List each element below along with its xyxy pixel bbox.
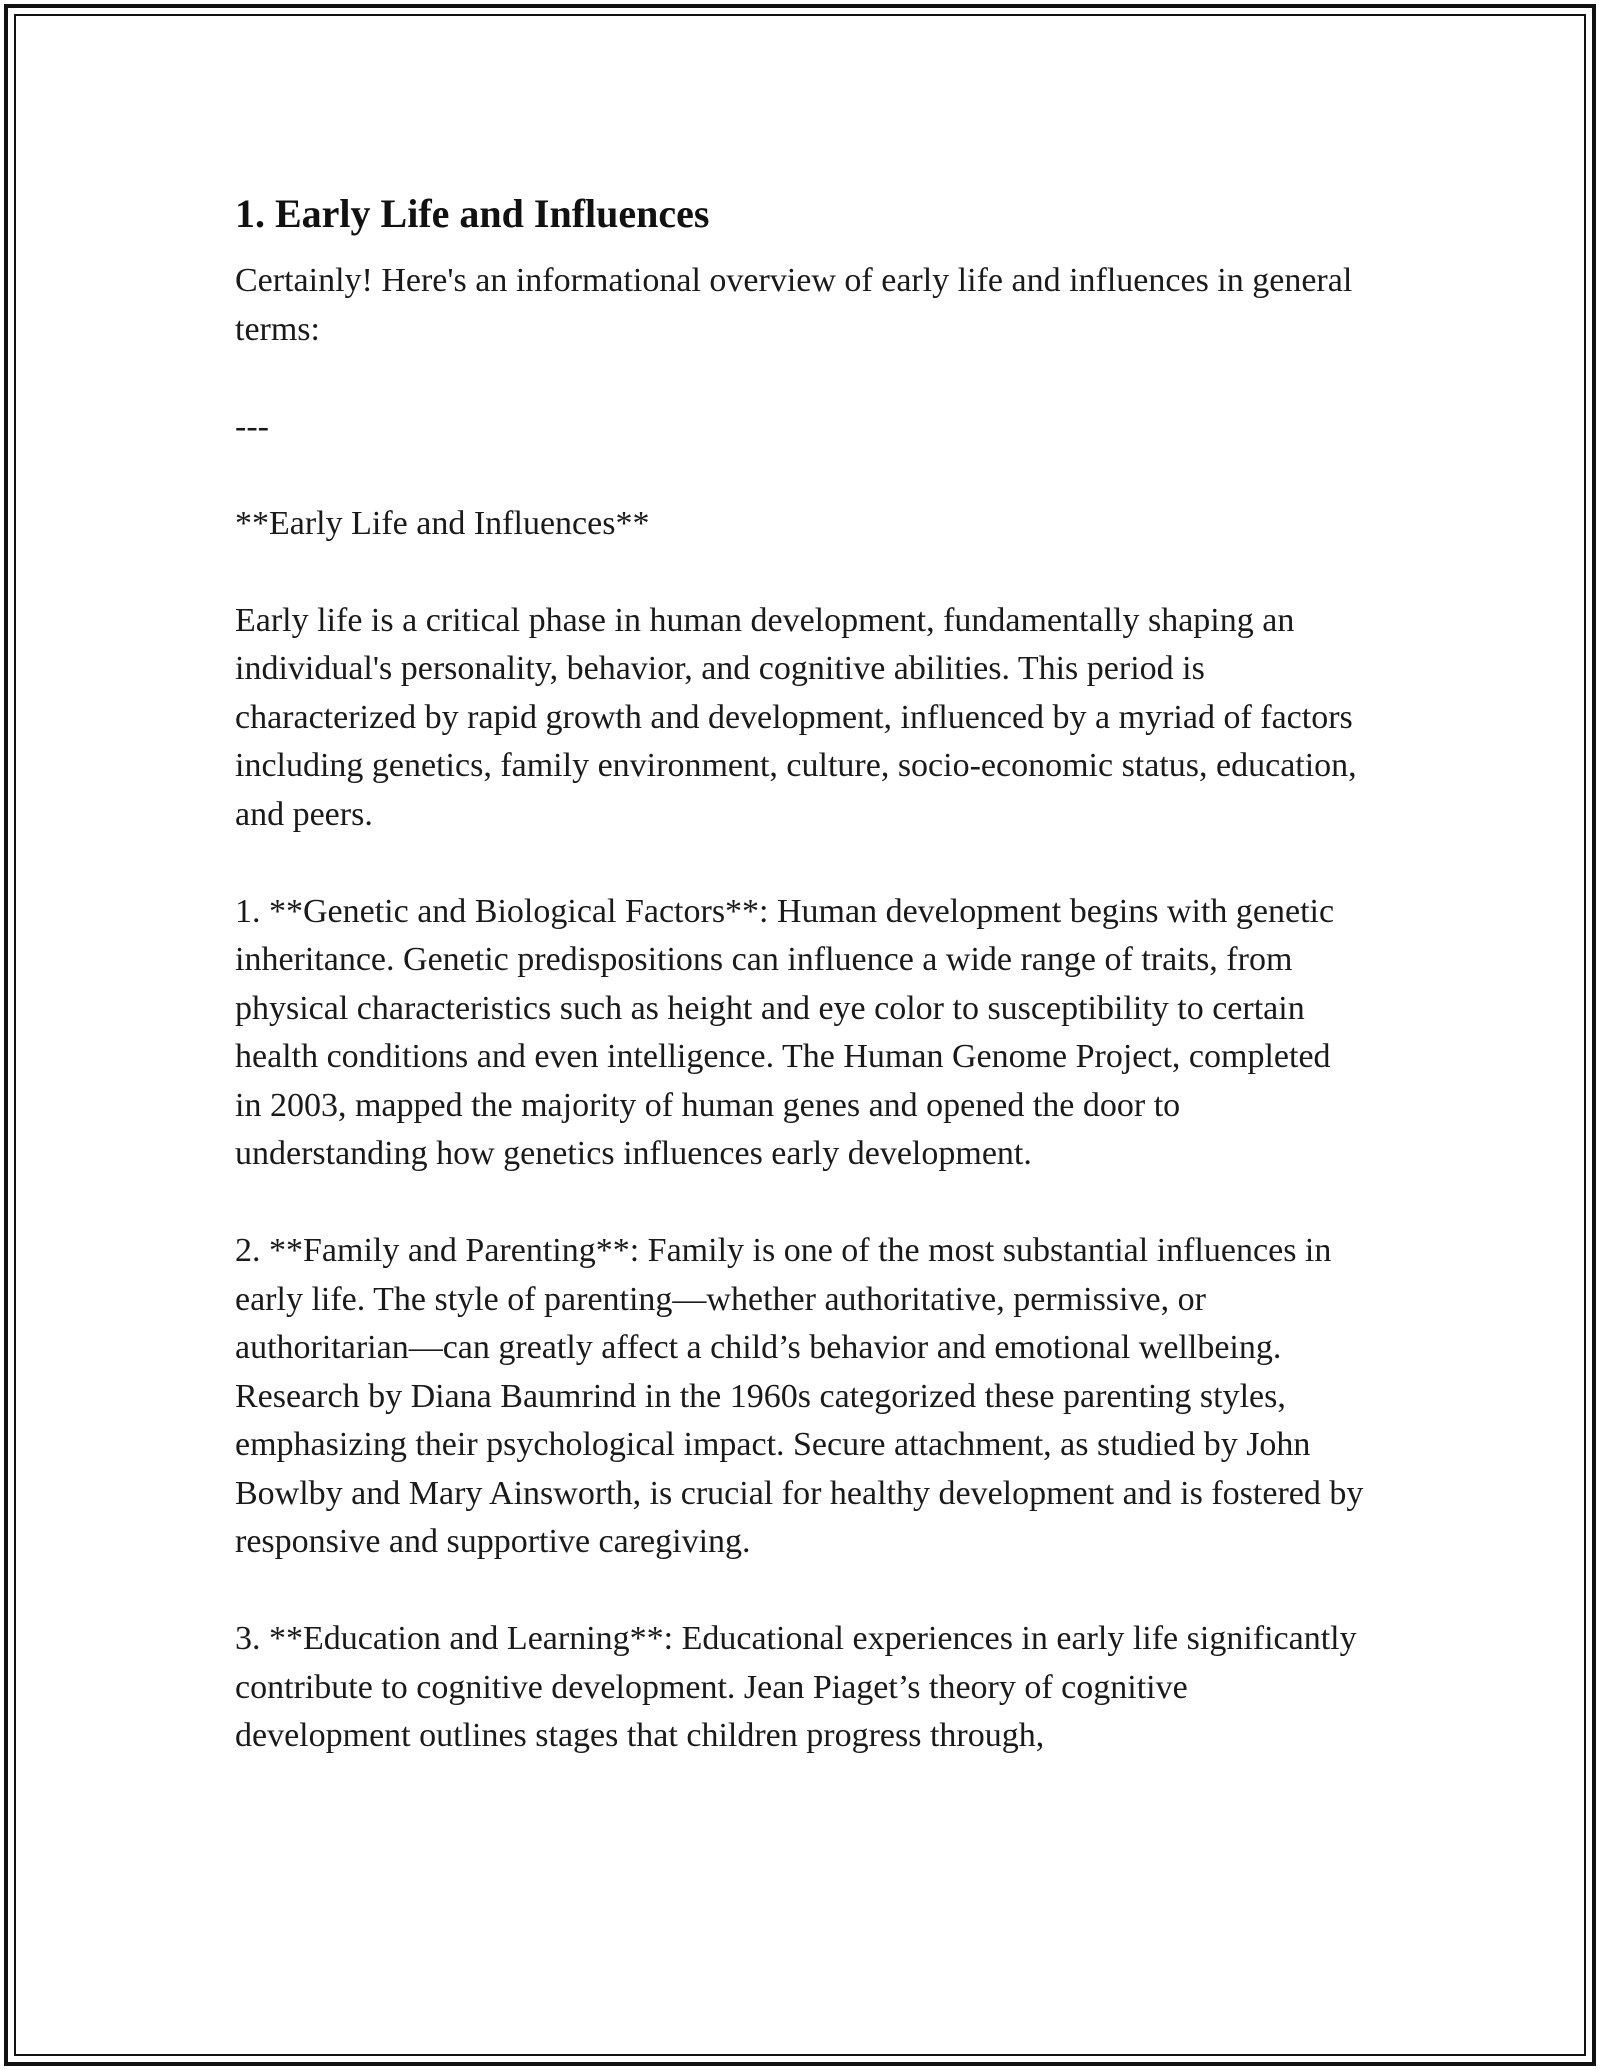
subheading-paragraph: **Early Life and Influences** xyxy=(235,504,650,542)
document-body xyxy=(235,186,1365,1761)
section-heading: 1. Early Life and Influences xyxy=(235,191,710,236)
family-parenting-paragraph: 2. **Family and Parenting**: Family is one of the most substantial influences in early life. The style of parenting—whether authoritative, permissive, or authoritarian—can greatly affect a child’s behavior and emotional wellbeing. Research by Diana Baumrind in the 1960s categorized these parenting styles, emphasizing their psychological impact. Secure attachment, as studied by John Bowlby and Mary Ainsworth, is crucial for healthy development and is fostered by responsive and supportive caregiving. xyxy=(235,1232,1364,1560)
overview-paragraph: Early life is a critical phase in human development, fundamentally shaping an individual's personality, behavior, and cognitive abilities. This period is characterized by rapid growth and development, influenced by a myriad of factors including genetics, family environment, culture, socio-economic status, education, and peers. xyxy=(235,601,1357,833)
intro-paragraph: Certainly! Here's an informational overview of early life and influences in general terms: xyxy=(235,262,1353,348)
genetic-factors-paragraph: 1. **Genetic and Biological Factors**: Human development begins with genetic inheritance. Genetic predispositions can influence a wide range of traits, from physical characteristics such as height and eye color to susceptibility to certain health conditions and even intelligence. The Human Genome Project, completed in 2003, mapped the majority of human genes and opened the door to understanding how genetics influences early development. xyxy=(235,892,1335,1172)
separator-line: --- xyxy=(235,407,269,445)
education-learning-paragraph: 3. **Education and Learning**: Educational experiences in early life significantly contribute to cognitive development. Jean Piaget’s theory of cognitive development outlines stages that children progress through, xyxy=(235,1620,1357,1754)
